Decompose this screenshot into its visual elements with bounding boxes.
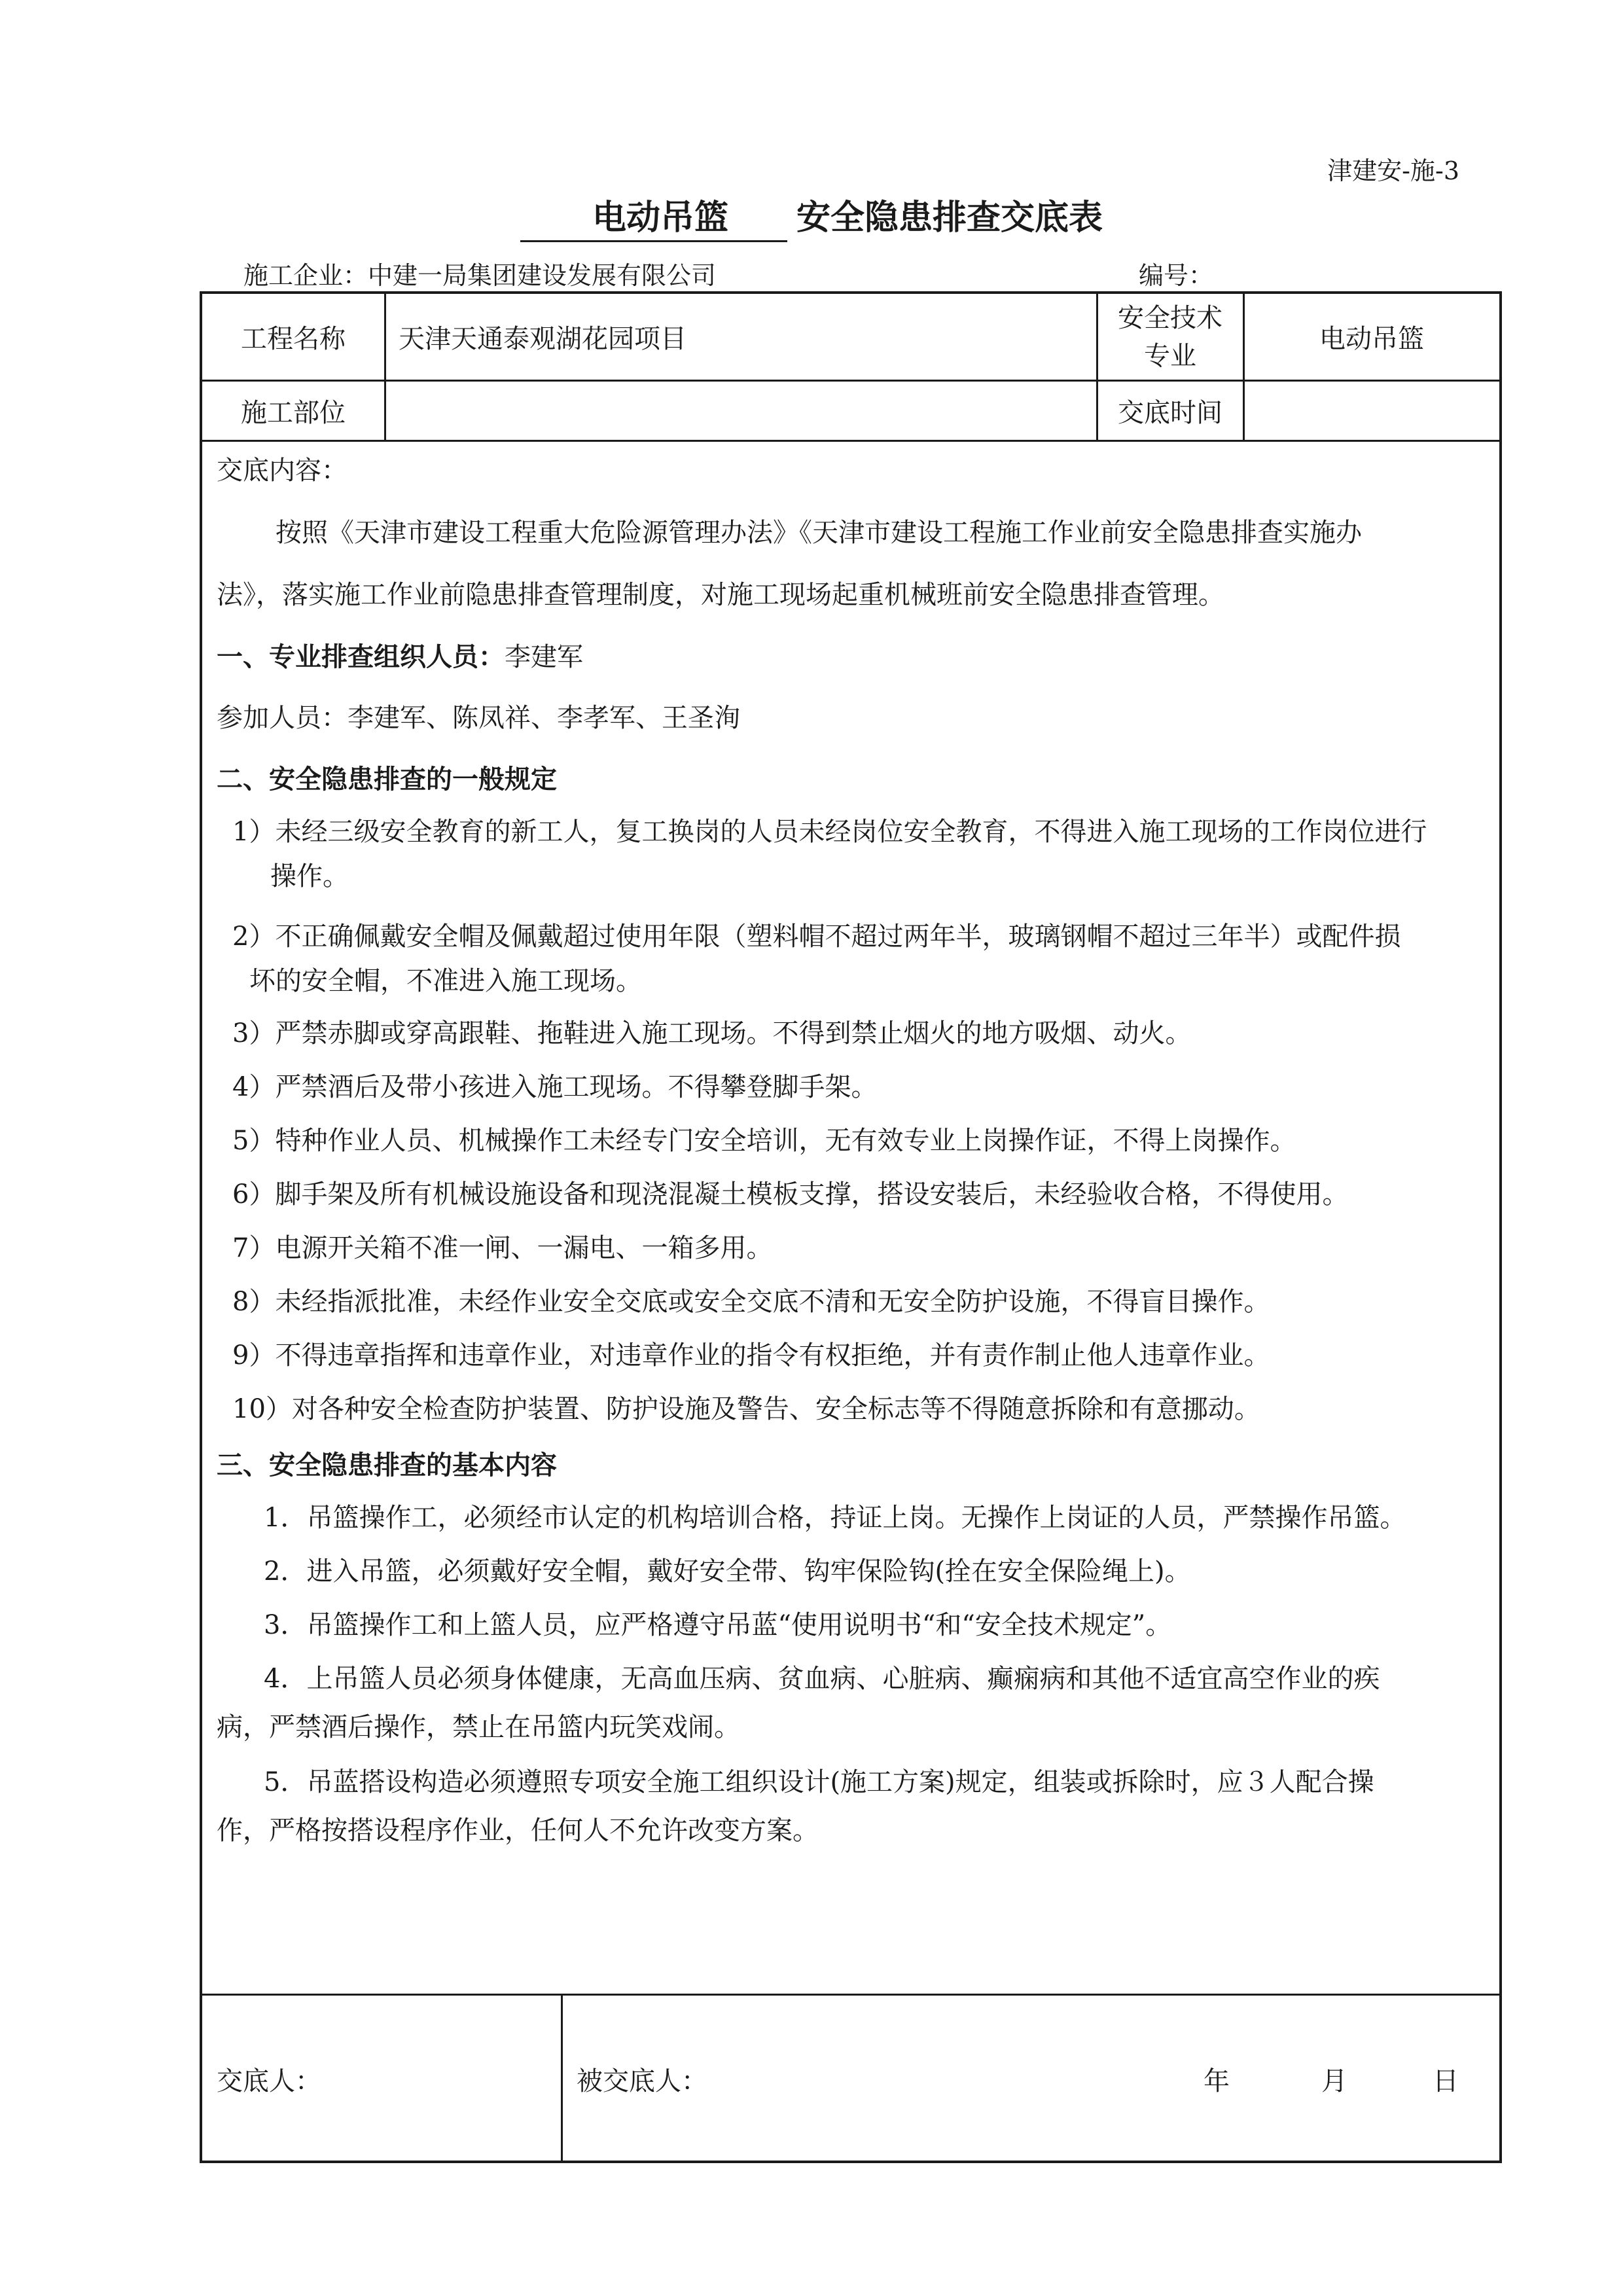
title-blank-right <box>728 201 787 242</box>
location-value <box>399 381 1092 440</box>
company-line <box>243 255 716 291</box>
content-heading: 交底内容： <box>217 456 348 486</box>
rule-item: 3）严禁赤脚或穿高跟鞋、拖鞋进入施工现场。不得到禁止烟火的地方吸烟、动火。 <box>232 1018 1192 1049</box>
basic-item: 2．进入吊篮，必须戴好安全帽，戴好安全带、钩牢保险钩(拴在安全保险绳上)。 <box>264 1556 1191 1587</box>
rule-item: 7）电源开关箱不准一闸、一漏电、一箱多用。 <box>232 1233 773 1263</box>
section-1 <box>217 637 583 677</box>
rule-item-cont: 坏的安全帽，不准进入施工现场。 <box>249 966 642 996</box>
rule-item: 10）对各种安全检查防护装置、防护设施及警告、安全标志等不得随意拆除和有意挪动。 <box>232 1394 1260 1424</box>
form-code: 津建安-施-3 <box>1327 156 1459 185</box>
time-value <box>1244 381 1499 440</box>
row-divider-2 <box>202 440 1499 442</box>
basic-item-cont: 作，严格按搭设程序作业，任何人不允许改变方案。 <box>217 1816 819 1846</box>
title-equipment-name: 电动吊篮 <box>592 190 728 242</box>
location-label: 施工部位 <box>241 397 346 428</box>
specialty-label-line1: 安全技术 <box>1118 302 1222 333</box>
specialty-value: 电动吊篮 <box>1319 324 1424 354</box>
rule-item: 6）脚手架及所有机械设施设备和现浇混凝土模板支撑，搭设安装后，未经验收合格，不得使用。 <box>232 1179 1349 1210</box>
date-day: 日 <box>1433 2066 1459 2096</box>
company-name: 中建一局集团建设发展有限公司 <box>368 261 717 290</box>
signature-col-divider <box>561 1994 563 2162</box>
basic-item: 1．吊篮操作工，必须经市认定的机构培训合格，持证上岗。无操作上岗证的人员，严禁操作吊篮。 <box>264 1503 1406 1533</box>
basic-item: 3．吊篮操作工和上篮人员，应严格遵守吊蓝“使用说明书“和“安全技术规定”。 <box>264 1610 1172 1640</box>
page-title <box>0 190 1623 242</box>
section-3-title: 三、安全隐患排查的基本内容 <box>217 1450 557 1480</box>
briefing-form <box>200 291 1502 2163</box>
date-month: 月 <box>1321 2066 1347 2096</box>
rule-item: 9）不得违章指挥和违章作业，对违章作业的指令有权拒绝，并有责作制止他人违章作业。 <box>232 1340 1270 1371</box>
rule-item: 2）不正确佩戴安全帽及佩戴超过使用年限（塑料帽不超过两年半，玻璃钢帽不超过三年半）或配件损 <box>232 922 1401 952</box>
rule-item: 1）未经三级安全教育的新工人，复工换岗的人员未经岗位安全教育，不得进入施工现场的工作岗位进行 <box>232 817 1427 847</box>
section-1-title: 一、专业排查组织人员： <box>217 642 505 672</box>
section-2-title: 二、安全隐患排查的一般规定 <box>217 764 557 795</box>
rule-item-cont: 操作。 <box>270 861 349 891</box>
rule-item: 5）特种作业人员、机械操作工未经专门安全培训，无有效专业上岗操作证，不得上岗操作。 <box>232 1126 1296 1156</box>
serial-number-label: 编号： <box>1139 261 1214 290</box>
section-1-leader: 李建军 <box>505 642 583 672</box>
participants-names: 李建军、陈凤祥、李孝军、王圣洵 <box>348 703 740 733</box>
participants-label: 参加人员： <box>217 703 348 733</box>
basic-item: 4．上吊篮人员必须身体健康，无高血压病、贫血病、心脏病、癫痫病和其他不适宜高空作业的疾 <box>264 1664 1380 1694</box>
date-year: 年 <box>1204 2066 1230 2096</box>
project-name-label: 工程名称 <box>241 324 346 354</box>
intro-line-2: 法》，落实施工作业前隐患排查管理制度，对施工现场起重机械班前安全隐患排查管理。 <box>217 580 1224 610</box>
receiver-label: 被交底人： <box>577 2066 707 2096</box>
specialty-label <box>1097 294 1243 380</box>
basic-item-cont: 病，严禁酒后操作，禁止在吊篮内玩笑戏闹。 <box>217 1712 740 1742</box>
project-name-value: 天津天通泰观湖花园项目 <box>399 324 687 354</box>
col-divider-1 <box>384 294 386 440</box>
specialty-label-line2: 专业 <box>1144 340 1196 371</box>
rule-item: 8）未经指派批准，未经作业安全交底或安全交底不清和无安全防护设施，不得盲目操作。 <box>232 1287 1270 1317</box>
rule-item: 4）严禁酒后及带小孩进入施工现场。不得攀登脚手架。 <box>232 1072 878 1102</box>
giver-label: 交底人： <box>217 2066 321 2096</box>
participants-line <box>217 698 740 738</box>
title-text: 安全隐患排查交底表 <box>796 198 1103 238</box>
time-label: 交底时间 <box>1118 397 1222 428</box>
basic-item: 5．吊蓝搭设构造必须遵照专项安全施工组织设计(施工方案)规定，组装或拆除时，应３人配合操 <box>264 1767 1374 1797</box>
title-blank-left <box>520 201 592 242</box>
company-label: 施工企业： <box>243 261 368 290</box>
intro-line-1: 按照《天津市建设工程重大危险源管理办法》《天津市建设工程施工作业前安全隐患排查实施办 <box>276 518 1362 548</box>
